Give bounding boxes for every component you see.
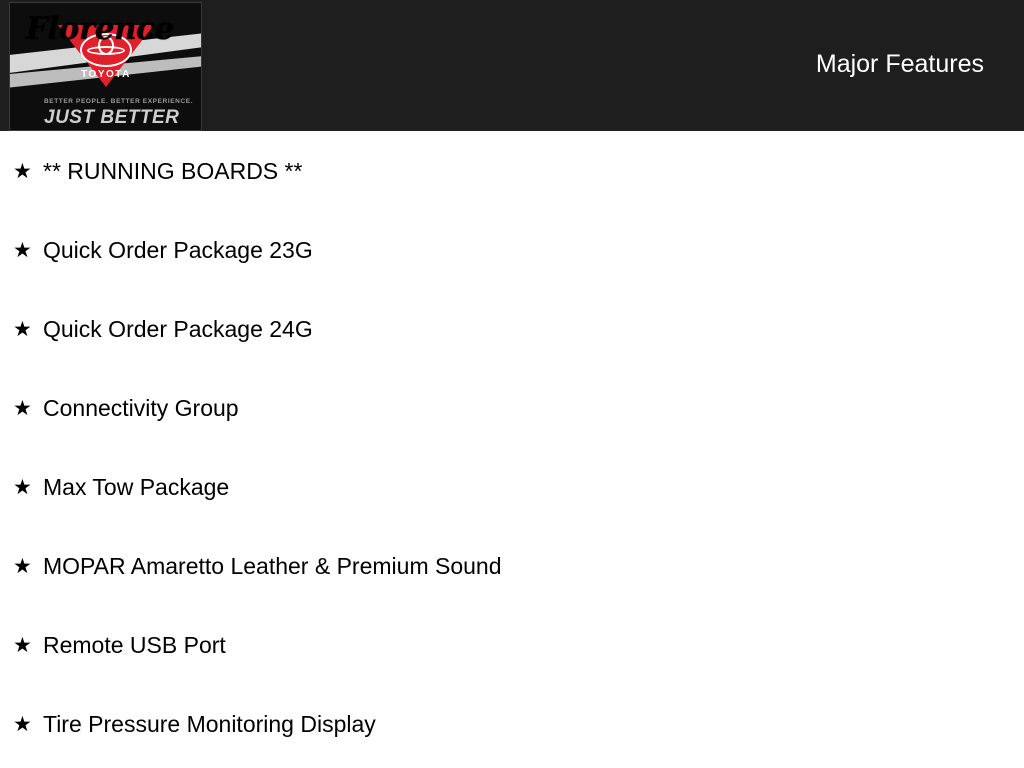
logo-brand-text: TOYOTA (81, 69, 131, 80)
list-item (0, 473, 1024, 552)
feature-label: ** RUNNING BOARDS ** (43, 158, 303, 184)
star-icon: ★ (13, 475, 32, 499)
feature-label: Max Tow Package (43, 474, 230, 500)
feature-label: MOPAR Amaretto Leather & Premium Sound (43, 553, 502, 579)
logo-slogan: JUST BETTER (44, 107, 180, 128)
logo-tagline: BETTER PEOPLE. BETTER EXPERIENCE. (44, 98, 194, 105)
feature-label: Quick Order Package 23G (43, 237, 313, 263)
list-item (0, 394, 1024, 473)
logo-wordmark: Florence (26, 11, 174, 47)
star-icon: ★ (13, 554, 32, 578)
feature-label: Tire Pressure Monitoring Display (43, 711, 376, 737)
dealer-logo[interactable] (9, 2, 202, 131)
feature-label: Quick Order Package 24G (43, 316, 313, 342)
star-icon: ★ (13, 712, 32, 736)
star-icon: ★ (13, 238, 32, 262)
page-header (0, 0, 1024, 131)
list-item (0, 552, 1024, 631)
list-item (0, 131, 1024, 236)
star-icon: ★ (13, 317, 32, 341)
feature-label: Connectivity Group (43, 395, 239, 421)
page-title: Major Features (815, 50, 984, 78)
major-features-list (0, 131, 1024, 768)
star-icon: ★ (13, 633, 32, 657)
list-item (0, 710, 1024, 768)
star-icon: ★ (13, 159, 32, 183)
star-icon: ★ (13, 396, 32, 420)
list-item (0, 315, 1024, 394)
feature-label: Remote USB Port (43, 632, 226, 658)
list-item (0, 236, 1024, 315)
list-item (0, 631, 1024, 710)
